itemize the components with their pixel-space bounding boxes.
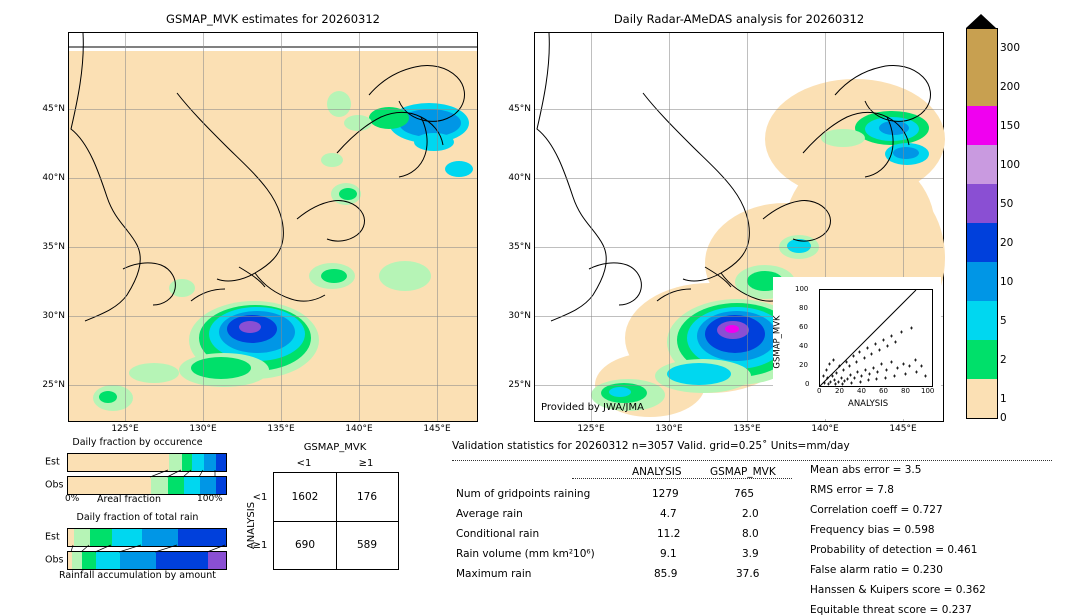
left-map-title: GSMAP_MVK estimates for 20260312 (166, 12, 380, 26)
contingency-col-header-0: <1 (296, 458, 312, 469)
right-ytick-4: 25°N (508, 380, 531, 390)
contingency-cell-0-0: 1602 (291, 491, 319, 503)
validation-statistics (452, 440, 1072, 616)
left-xtick-3: 140°E (345, 424, 373, 434)
scatter-xlabel: ANALYSIS (848, 399, 889, 409)
validation-row-analysis-0: 1279 (652, 488, 679, 500)
occurrence-axis-min: 0% (65, 494, 80, 504)
colorbar-top-arrow (966, 14, 996, 28)
total-rain-fraction-panel (45, 512, 230, 592)
occurrence-row-label-obs: Obs (45, 479, 64, 491)
cbtick-5: 5 (1000, 315, 1007, 327)
cbseg-200 (966, 67, 998, 106)
provider-credit: Provided by JWA/JMA (541, 402, 644, 413)
occurrence-connectors (67, 470, 225, 477)
scatter-ytick-0: 0 (805, 380, 810, 388)
validation-row-label-0: Num of gridpoints raining (456, 488, 591, 500)
cbseg-20 (966, 223, 998, 262)
left-xtick-4: 145°E (423, 424, 451, 434)
cbseg-5 (966, 301, 998, 340)
cbtick-150: 150 (1000, 120, 1021, 132)
right-xtick-2: 135°E (733, 424, 761, 434)
validation-score-7: Equitable threat score = 0.237 (810, 604, 972, 616)
left-xtick-1: 130°E (189, 424, 217, 434)
left-xtick-0: 125°E (111, 424, 139, 434)
total-rain-row-label-obs: Obs (45, 554, 64, 566)
validation-row-analysis-4: 85.9 (654, 568, 678, 580)
validation-col-header-analysis: ANALYSIS (632, 466, 682, 478)
left-coastline (69, 33, 477, 421)
occurrence-fraction-panel (45, 437, 230, 507)
scatter-xtick-20: 20 (835, 387, 844, 395)
cbseg-2 (966, 340, 998, 379)
contingency-cell-1-0: 690 (294, 539, 316, 551)
right-xtick-1: 130°E (655, 424, 683, 434)
occurrence-axis-label: Areal fraction (97, 494, 162, 505)
cbseg-100 (966, 145, 998, 184)
total-rain-footer: Rainfall accumulation by amount (59, 570, 216, 581)
contingency-table (230, 442, 410, 586)
cbtick-100: 100 (1000, 159, 1021, 171)
scatter-ytick-20: 20 (799, 361, 808, 369)
scatter-ytick-60: 60 (799, 323, 808, 331)
total-rain-title: Daily fraction of total rain (76, 512, 199, 523)
left-ytick-4: 25°N (42, 380, 65, 390)
cbtick-2: 2 (1000, 354, 1007, 366)
cbtick-20: 20 (1000, 237, 1014, 249)
right-map-canvas (508, 32, 944, 434)
cbseg-50 (966, 184, 998, 223)
right-ytick-0: 45°N (508, 104, 531, 114)
contingency-cell-1-1: 589 (356, 539, 378, 551)
total-rain-row-label-est: Est (45, 531, 60, 543)
scatter-inset (773, 277, 941, 419)
validation-row-label-1: Average rain (456, 508, 523, 520)
validation-score-5: False alarm ratio = 0.230 (810, 564, 943, 576)
total-rain-connectors (67, 545, 225, 552)
contingency-row-header-1: ≥1 (252, 540, 268, 551)
left-ytick-3: 30°N (42, 311, 65, 321)
cbtick-0: 0 (1000, 412, 1007, 424)
scatter-xtick-60: 60 (879, 387, 888, 395)
left-map-canvas (42, 32, 478, 434)
validation-header: Validation statistics for 20260312 n=3057 Valid. grid=0.25˚ Units=mm/day (452, 440, 850, 452)
right-xtick-4: 145°E (889, 424, 917, 434)
cbtick-50: 50 (1000, 198, 1014, 210)
validation-row-analysis-1: 4.7 (660, 508, 677, 520)
occurrence-bar-obs (67, 476, 227, 495)
validation-row-gsmap-0: 765 (734, 488, 755, 500)
cbseg-1 (966, 379, 998, 419)
colorbar (966, 28, 1021, 424)
validation-row-analysis-2: 11.2 (657, 528, 681, 540)
validation-row-gsmap-3: 3.9 (742, 548, 759, 560)
right-map-panel (508, 10, 944, 434)
occurrence-axis-max: 100% (197, 494, 223, 504)
right-map-title: Daily Radar-AMeDAS analysis for 20260312 (613, 12, 865, 26)
scatter-ytick-80: 80 (799, 304, 808, 312)
occurrence-title: Daily fraction by occurence (72, 437, 203, 448)
right-ytick-3: 30°N (508, 311, 531, 321)
contingency-title: GSMAP_MVK (303, 442, 367, 453)
right-xtick-3: 140°E (811, 424, 839, 434)
scatter-xtick-40: 40 (857, 387, 866, 395)
contingency-cell-0-1: 176 (356, 491, 378, 503)
cbtick-200: 200 (1000, 81, 1021, 93)
validation-row-label-4: Maximum rain (456, 568, 532, 580)
validation-score-2: Correlation coeff = 0.727 (810, 504, 943, 516)
cbseg-300 (966, 28, 998, 68)
right-ytick-2: 35°N (508, 242, 531, 252)
contingency-row-header-0: <1 (252, 492, 268, 503)
validation-row-analysis-3: 9.1 (660, 548, 677, 560)
validation-score-4: Probability of detection = 0.461 (810, 544, 978, 556)
left-ytick-0: 45°N (42, 104, 65, 114)
cbtick-10: 10 (1000, 276, 1014, 288)
left-ytick-1: 40°N (42, 173, 65, 183)
validation-score-3: Frequency bias = 0.598 (810, 524, 935, 536)
cbtick-300: 300 (1000, 42, 1021, 54)
cbseg-150 (966, 106, 998, 145)
scatter-xtick-80: 80 (901, 387, 910, 395)
validation-row-gsmap-4: 37.6 (736, 568, 760, 580)
scatter-xtick-0: 0 (817, 387, 822, 395)
cbseg-10 (966, 262, 998, 301)
validation-row-label-3: Rain volume (mm km²10⁶) (456, 548, 595, 560)
left-xtick-2: 135°E (267, 424, 295, 434)
validation-score-0: Mean abs error = 3.5 (810, 464, 922, 476)
scatter-ytick-40: 40 (799, 342, 808, 350)
right-xtick-0: 125°E (577, 424, 605, 434)
validation-score-1: RMS error = 7.8 (810, 484, 894, 496)
right-ytick-1: 40°N (508, 173, 531, 183)
left-ytick-2: 35°N (42, 242, 65, 252)
validation-row-gsmap-1: 2.0 (742, 508, 759, 520)
occurrence-row-label-est: Est (45, 456, 60, 468)
left-map-panel (42, 10, 478, 434)
scatter-ylabel: GSMAP_MVK (772, 315, 783, 369)
total-rain-bar-obs (67, 551, 227, 570)
validation-col-header-gsmap: GSMAP_MVK (710, 466, 776, 478)
contingency-row-axis: ANALYSIS (246, 501, 258, 550)
cbtick-1: 1 (1000, 393, 1007, 405)
validation-score-6: Hanssen & Kuipers score = 0.362 (810, 584, 986, 596)
scatter-ytick-100: 100 (795, 285, 809, 293)
validation-row-label-2: Conditional rain (456, 528, 540, 540)
contingency-col-header-1: ≥1 (358, 458, 374, 469)
scatter-xtick-100: 100 (921, 387, 935, 395)
validation-row-gsmap-2: 8.0 (742, 528, 759, 540)
